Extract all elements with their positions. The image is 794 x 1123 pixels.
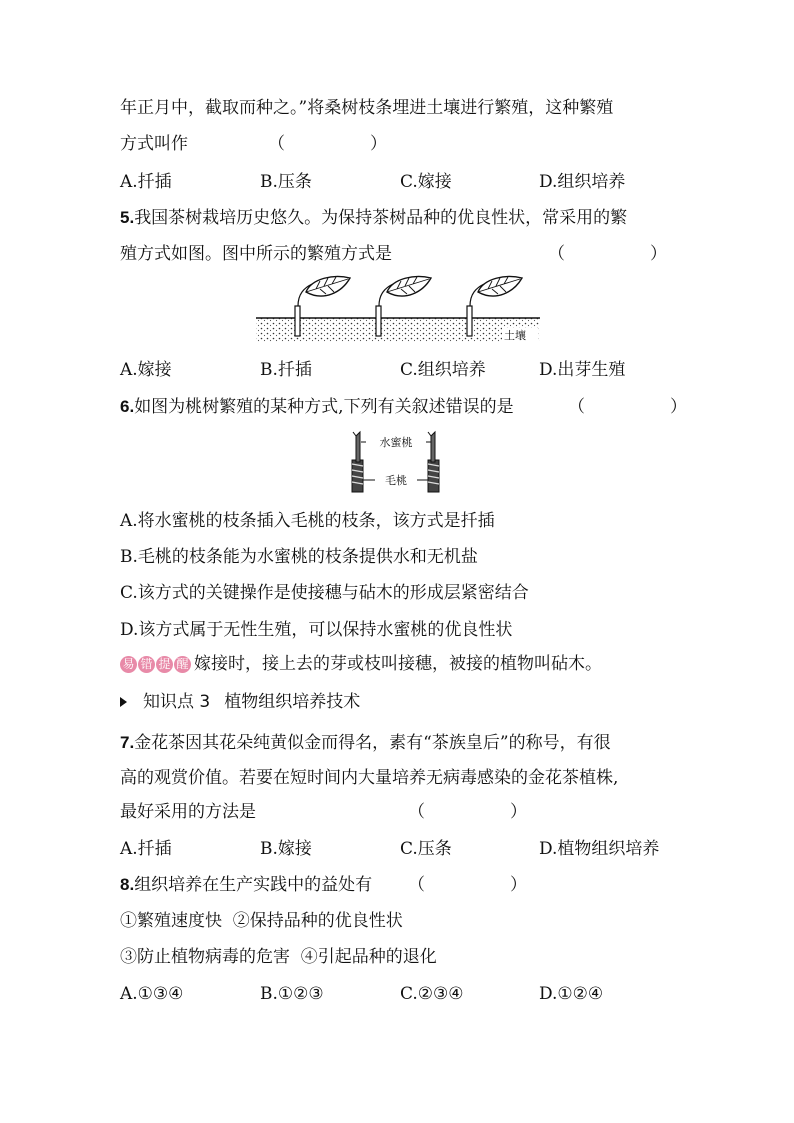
grafted-stock-right <box>428 432 439 492</box>
grafted-stock-left <box>352 432 363 492</box>
q6-option-d[interactable]: D.该方式属于无性生殖，可以保持水蜜桃的优良性状 <box>120 620 513 640</box>
q7-option-b[interactable]: B.嫁接 <box>260 839 312 859</box>
q4-stem-line2: 方式叫作 <box>120 134 188 154</box>
q8-items-line1: ①繁殖速度快 ②保持品种的优良性状 <box>120 911 403 931</box>
section-title: 植物组织培养技术 <box>224 692 361 712</box>
q8-option-c[interactable]: C.②③④ <box>400 984 464 1004</box>
q8-option-d[interactable]: D.①②④ <box>539 984 604 1004</box>
q5-answer-paren-close: ） <box>650 244 667 264</box>
q4-answer-paren-open: （ <box>268 134 285 154</box>
q7-stem-line3: 最好采用的方法是 <box>120 802 256 822</box>
q5-option-b[interactable]: B.扦插 <box>260 360 312 380</box>
q6-stem: 6.如图为桃树繁殖的某种方式,下列有关叙述错误的是 <box>120 397 514 417</box>
q6-option-a[interactable]: A.将水蜜桃的枝条插入毛桃的枝条，该方式是扦插 <box>120 511 495 531</box>
q6-option-c[interactable]: C.该方式的关键操作是使接穗与砧木的形成层紧密结合 <box>120 583 529 603</box>
section-label: 知识点 3 <box>143 692 211 712</box>
tip-badge-char-1: 易 <box>120 656 137 673</box>
q8-answer-paren-close: ） <box>510 875 527 895</box>
q6-answer-paren-close: ） <box>670 397 687 417</box>
q5-option-c[interactable]: C.组织培养 <box>400 360 486 380</box>
q4-option-c[interactable]: C.嫁接 <box>400 172 452 192</box>
q5-number: 5. <box>120 208 135 227</box>
q7-option-a[interactable]: A.扦插 <box>120 839 172 859</box>
q6-number: 6. <box>120 397 135 416</box>
q4-option-d[interactable]: D.组织培养 <box>539 172 626 192</box>
tip-badge-char-4: 醒 <box>174 656 191 673</box>
q8-items-line2: ③防止植物病毒的危害 ④引起品种的退化 <box>120 947 437 967</box>
q4-option-a[interactable]: A.扦插 <box>120 172 172 192</box>
q7-number: 7. <box>120 733 135 752</box>
q7-stem-line1: 7.金花茶因其花朵纯黄似金而得名，素有“茶族皇后”的称号，有很 <box>120 733 611 753</box>
q8-answer-paren-open: （ <box>408 875 425 895</box>
tip-badge-char-3: 提 <box>156 656 173 673</box>
q5-stem-line1: 5.我国茶树栽培历史悠久。为保持茶树品种的优良性状，常采用的繁 <box>120 208 628 228</box>
q7-answer-paren-close: ） <box>510 802 527 822</box>
q7-stem-line2: 高的观赏价值。若要在短时间内大量培养无病毒感染的金花茶植株, <box>120 768 619 788</box>
q5-stem-line2: 殖方式如图。图中所示的繁殖方式是 <box>120 244 392 264</box>
q6-figure-label-scion: 水蜜桃 <box>379 436 413 449</box>
q5-option-a[interactable]: A.嫁接 <box>120 360 172 380</box>
q5-answer-paren-open: （ <box>548 244 565 264</box>
q7-answer-paren-open: （ <box>408 802 425 822</box>
q6-figure-label-stock: 毛桃 <box>385 474 407 487</box>
q5-figure-cuttings <box>254 272 544 344</box>
q8-number: 8. <box>120 875 135 894</box>
q8-option-a[interactable]: A.①③④ <box>120 984 184 1004</box>
knowledge-point-heading <box>120 690 360 714</box>
q5-figure-soil-label: 土壤 <box>504 329 526 342</box>
q8-stem: 8.组织培养在生产实践中的益处有 <box>120 875 373 895</box>
q6-option-b[interactable]: B.毛桃的枝条能为水蜜桃的枝条提供水和无机盐 <box>120 547 478 567</box>
tip-badge <box>120 656 192 673</box>
q6-answer-paren-open: （ <box>568 397 585 417</box>
tip-badge-char-2: 错 <box>138 656 155 673</box>
q4-stem-line1: 年正月中，截取而种之。”将桑树枝条埋进土壤进行繁殖，这种繁殖 <box>120 98 614 118</box>
q7-option-c[interactable]: C.压条 <box>400 839 452 859</box>
q4-option-b[interactable]: B.压条 <box>260 172 312 192</box>
error-prone-tip <box>120 652 602 676</box>
q6-figure-grafting <box>346 428 446 496</box>
q5-option-d[interactable]: D.出芽生殖 <box>539 360 626 380</box>
q8-option-b[interactable]: B.①②③ <box>260 984 324 1004</box>
tip-text: 嫁接时，接上去的芽或枝叫接穗，被接的植物叫砧木。 <box>194 654 602 674</box>
q4-answer-paren-close: ） <box>370 134 387 154</box>
q7-option-d[interactable]: D.植物组织培养 <box>539 839 660 859</box>
triangle-bullet-icon <box>120 697 127 707</box>
